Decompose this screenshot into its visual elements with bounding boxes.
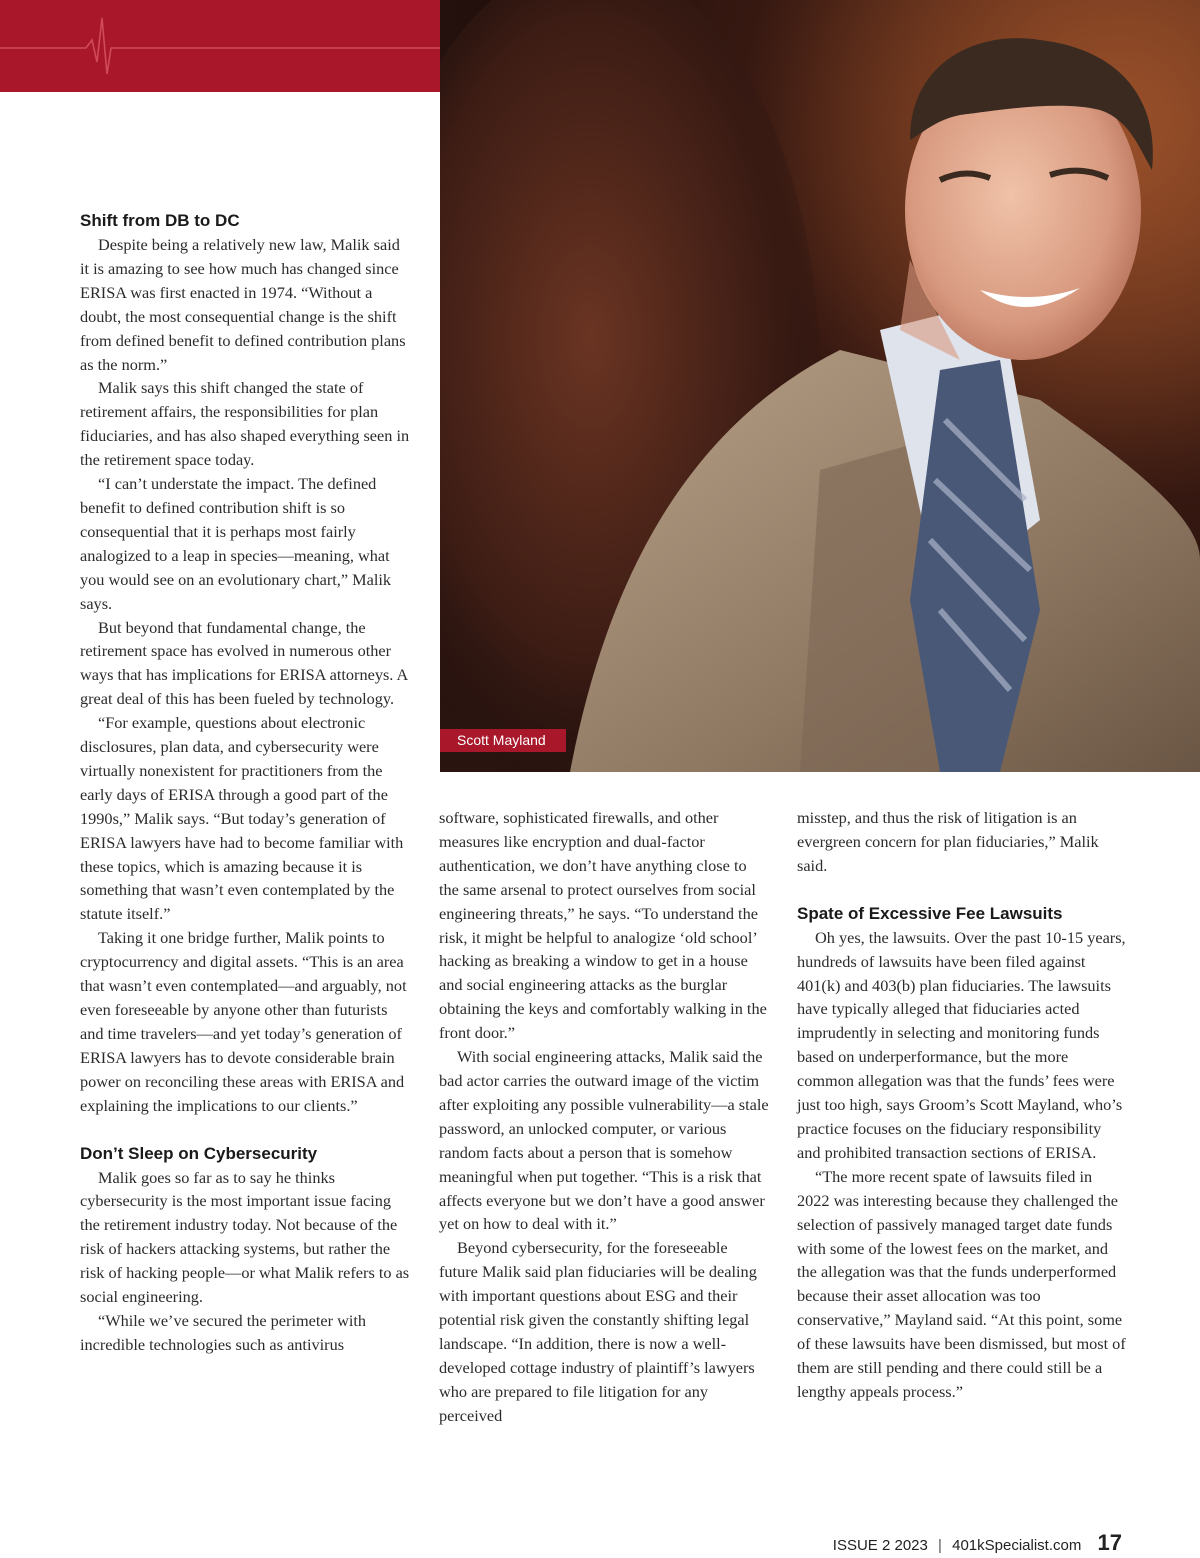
body-paragraph: “The more recent spate of lawsuits filed in 2022 was interesting because they challenged the selection of passively managed target date funds with some of the lowest fees on the market, and the allegation was that the funds underperformed because their asset allocation was too conservative,” Mayland said. “At this point, some of these lawsuits have been dismissed, but most of them are still pending and there could still be a lengthy appeals process.” bbox=[797, 1166, 1126, 1401]
footer-separator: | bbox=[938, 1537, 942, 1554]
body-paragraph: With social engineering attacks, Malik said the bad actor carries the outward image of the victim after exploiting any possible vulnerability—a stale password, an unlocked computer, or various random facts about a person that is somehow meaningful when put together. “This is a risk that affects everyone but we don’t have a good answer yet on how to deal with it.” bbox=[439, 1047, 769, 1234]
body-paragraph: “I can’t understate the impact. The defined benefit to defined contribution shift is so consequential that it is perhaps most fairly analogized to a leap in species—meaning, what you would see on an evolutionary chart,” Malik says. bbox=[80, 474, 392, 613]
section-heading: Spate of Excessive Fee Lawsuits bbox=[797, 903, 1063, 923]
body-paragraph: software, sophisticated firewalls, and other measures like encryption and dual-factor authentication, we don’t have anything close to the same arsenal to protect ourselves from social engineering threats,” he says. “To understand the risk, it might be helpful to analogize ‘old school’ hacking as breaking a window to get in a house and social engineering attacks as the burglar obtaining the keys and comfortably walking in the front door.” bbox=[439, 808, 767, 1043]
section-heading: Don’t Sleep on Cybersecurity bbox=[80, 1143, 318, 1163]
body-paragraph: Beyond cybersecurity, for the foreseeable future Malik said plan fiduciaries will be dealing with important questions about ESG and their potential risk given the constantly shifting legal landscape. “In addition, there is now a well-developed cottage industry of plaintiff’s lawyers who are prepared to file litigation for any perceived bbox=[439, 1238, 757, 1425]
article-column-1 bbox=[80, 209, 410, 1357]
body-paragraph: misstep, and thus the risk of litigation is an evergreen concern for plan fiduciaries,” Malik said. bbox=[797, 808, 1099, 875]
article-column-3 bbox=[797, 806, 1127, 1404]
section-heading: Shift from DB to DC bbox=[80, 211, 240, 230]
article-column-2 bbox=[439, 806, 769, 1428]
body-paragraph: “While we’ve secured the perimeter with incredible technologies such as antivirus bbox=[80, 1310, 367, 1354]
issue-label: ISSUE 2 2023 bbox=[832, 1537, 928, 1554]
page-number: 17 bbox=[1097, 1530, 1122, 1555]
body-paragraph: Taking it one bridge further, Malik points to cryptocurrency and digital assets. “This is an area that wasn’t even contemplated—and arguably, not even foreseeable by anyone other than futurists and time travelers—and yet today’s generation of ERISA lawyers has to devote considerable brain power on reconciling these areas with ERISA and explaining the implications to our clients.” bbox=[80, 928, 407, 1115]
body-paragraph: “For example, questions about electronic disclosures, plan data, and cybersecurity were virtually nonexistent for practitioners from the early days of ERISA through a good part of the 1990s,” Malik says. “But today’s generation of ERISA lawyers have had to become familiar with these topics, which is amazing because it is something that wasn’t even contemplated by the statute itself.” bbox=[80, 713, 404, 924]
body-paragraph: Oh yes, the lawsuits. Over the past 10-15 years, hundreds of lawsuits have been filed against 401(k) and 403(b) plan fiduciaries. The lawsuits have typically alleged that fiduciaries acted imprudently in selecting and monitoring funds based on underperformance, but the more common allegation was that the funds’ fees were just too high, says Groom’s Scott Mayland, who’s practice focuses on the fiduciary responsibility and prohibited transaction sections of ERISA. bbox=[797, 927, 1126, 1162]
body-paragraph: Malik goes so far as to say he thinks cybersecurity is the most important issue facing the retirement industry today. Not because of the risk of hackers attacking systems, but rather the risk of hacking people—or what Malik refers to as social engineering. bbox=[80, 1167, 410, 1307]
portrait-illustration bbox=[440, 0, 1200, 772]
website-link[interactable]: 401kSpecialist.com bbox=[952, 1537, 1082, 1554]
body-paragraph: Despite being a relatively new law, Malik said it is amazing to see how much has changed since ERISA was first enacted in 1974. “Without a doubt, the most consequential change is the shift from defined benefit to defined contribution plans as the norm.” bbox=[80, 235, 406, 374]
heartbeat-line-icon bbox=[0, 0, 440, 92]
page-footer bbox=[833, 1530, 1122, 1556]
header-band bbox=[0, 0, 440, 92]
body-paragraph: Malik says this shift changed the state of retirement affairs, the responsibilities for plan fiduciaries, and has also shaped everything seen in the retirement space today. bbox=[80, 378, 410, 470]
body-paragraph: But beyond that fundamental change, the retirement space has evolved in numerous other ways that has implications for ERISA attorneys. A great deal of this has been fueled by technology. bbox=[80, 617, 408, 709]
photo-caption: Scott Mayland bbox=[440, 729, 566, 752]
portrait-photo bbox=[440, 0, 1200, 772]
